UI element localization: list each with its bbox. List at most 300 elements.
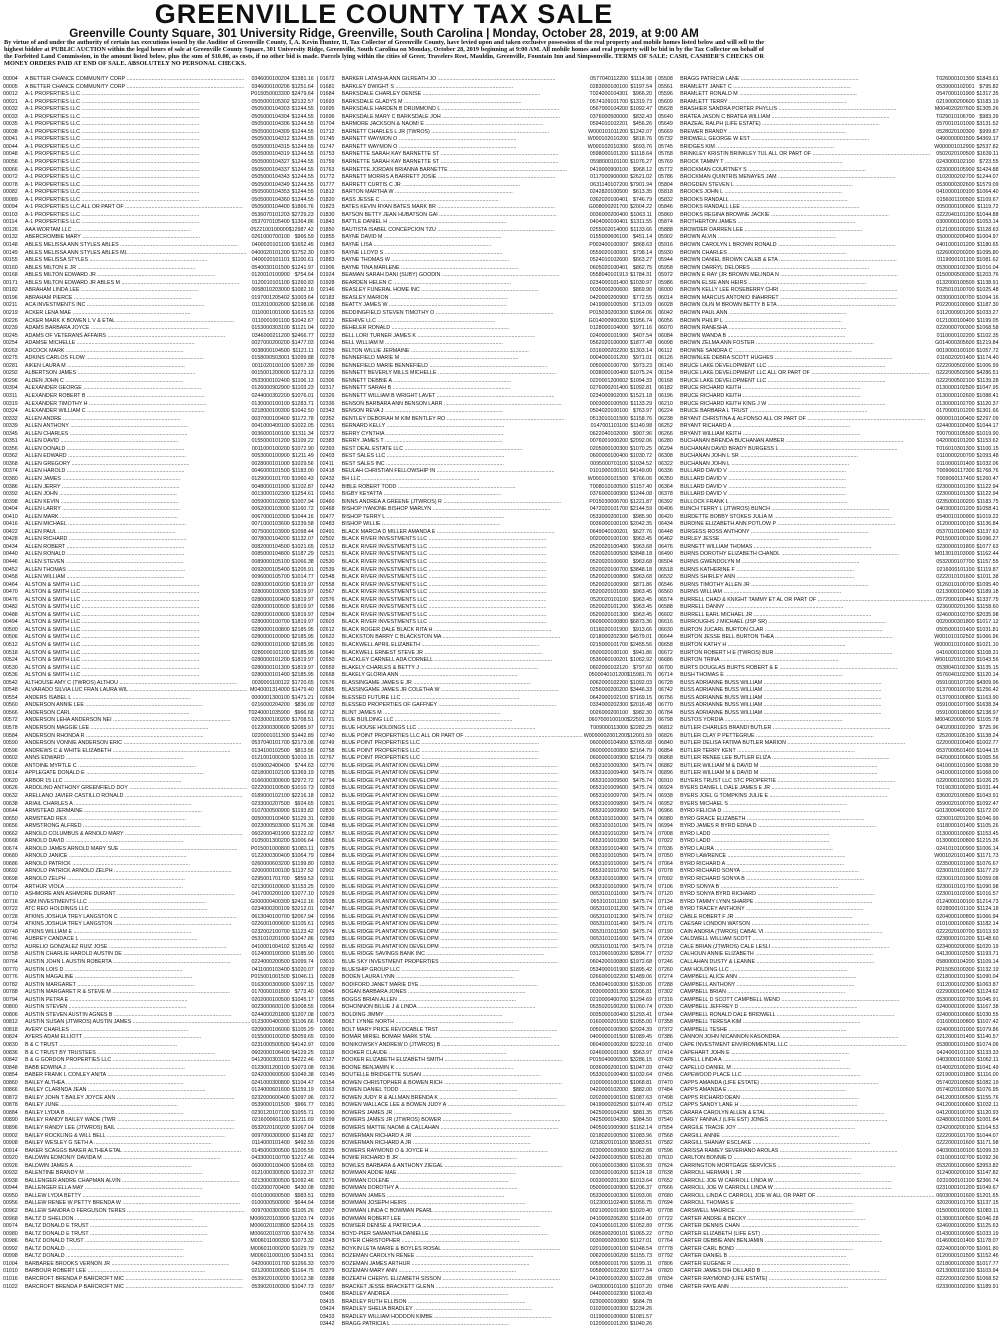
parcel-map-code: 0425000104200 bbox=[589, 1109, 629, 1116]
parcel-row bbox=[658, 536, 999, 544]
parcel-amount-due: $1087.63 bbox=[629, 1094, 653, 1101]
parcel-item-number: 03037 bbox=[319, 981, 335, 988]
parcel-row bbox=[3, 1110, 314, 1118]
parcel-amount-due: $1081.62 bbox=[976, 257, 999, 264]
parcel-amount-due: $1158.60 bbox=[976, 604, 999, 611]
parcel-row bbox=[3, 151, 314, 159]
parcel-owner-name: ABRAHAM PIERCE ................................................................................ bbox=[25, 294, 192, 301]
parcel-map-code: 0035000100400 bbox=[589, 1011, 629, 1018]
parcel-item-number: 00494 bbox=[3, 619, 18, 626]
parcel-item-number: 00800 bbox=[3, 1004, 18, 1011]
parcel-map-code: M006011000100 bbox=[250, 1253, 290, 1260]
parcel-owner-name: BOLT MARY PRICE REVOCABLE TRST ................................................................................ bbox=[341, 1026, 558, 1033]
parcel-row bbox=[3, 1246, 314, 1254]
parcel-item-number: 05596 bbox=[658, 91, 673, 98]
parcel-item-number: 07078 bbox=[658, 868, 673, 875]
parcel-owner-name: BLUE RIDGE PLANTATION DEVELOPM ................................................................................ bbox=[341, 928, 558, 935]
parcel-owner-name: BEARDEN HELEN C ................................................................................ bbox=[341, 279, 511, 286]
parcel-owner-name: AUSTIN CHARLIE HAROLD AUSTIN DE ................................................................................ bbox=[25, 951, 242, 958]
parcel-amount-due: $1137.15 bbox=[976, 1200, 999, 1207]
parcel-owner-name: ALSTON & SMITH LLC ................................................................................ bbox=[25, 611, 200, 618]
parcel-row bbox=[658, 182, 999, 190]
parcel-amount-due: $1088.41 bbox=[976, 392, 999, 399]
parcel-owner-name: ALLEN LARRY ................................................................................ bbox=[25, 506, 180, 513]
parcel-row bbox=[320, 76, 652, 84]
parcel-amount-due: $1049.38 bbox=[291, 1072, 314, 1079]
parcel-amount-due: $1095.80 bbox=[976, 249, 999, 256]
parcel-row bbox=[658, 114, 999, 122]
parcel-row bbox=[658, 574, 999, 582]
parcel-item-number: 01863 bbox=[319, 242, 335, 249]
parcel-item-number: 02875 bbox=[319, 845, 335, 852]
parcel-amount-due: $2185.95 bbox=[291, 626, 314, 633]
parcel-amount-due: $475.74 bbox=[632, 800, 653, 807]
parcel-row bbox=[658, 740, 999, 748]
parcel-map-code: 0110001001000 bbox=[251, 309, 290, 316]
parcel-item-number: 01759 bbox=[319, 159, 335, 166]
parcel-item-number: 03082 bbox=[319, 1019, 335, 1026]
parcel-map-code: 0580000104200 bbox=[936, 958, 975, 965]
parcel-owner-name: BRATEA JASON C BRATEA WILLIAM ................................................................................ bbox=[680, 113, 890, 120]
parcel-owner-name: BARRETT CURTIS C JR ................................................................................ bbox=[341, 181, 520, 188]
parcel-amount-due: $2185.95 bbox=[291, 642, 314, 649]
parcel-row bbox=[320, 325, 652, 333]
parcel-item-number: 07750 bbox=[658, 1230, 673, 1237]
parcel-row bbox=[320, 808, 652, 816]
parcel-map-code: 0020000301800 bbox=[936, 619, 975, 626]
parcel-map-code: 0420000101700 bbox=[251, 1260, 290, 1267]
parcel-owner-name: BRUCE LAKE DEVELOPMENT LLC ................................................................................ bbox=[680, 377, 886, 384]
parcel-item-number: 00680 bbox=[3, 853, 18, 860]
parcel-row bbox=[658, 1208, 999, 1216]
parcel-item-number: 06126 bbox=[658, 355, 673, 362]
parcel-amount-due: $1244.55 bbox=[291, 143, 314, 150]
parcel-amount-due: $1244.55 bbox=[291, 136, 314, 143]
parcel-owner-name: CARTER DEBBIE ANN BENJAMIN ................................................................................ bbox=[680, 1238, 883, 1245]
parcel-owner-name: CARTER ANDRE & BECKY ................................................................................ bbox=[680, 1215, 866, 1222]
parcel-item-number: 02393 bbox=[319, 445, 335, 452]
parcel-owner-name: BUSS ADRIANNE BUSS WILLIAM ................................................................................ bbox=[680, 687, 882, 694]
parcel-row bbox=[3, 687, 314, 695]
parcel-amount-due: $1049.67 bbox=[976, 1185, 999, 1192]
parcel-amount-due: $1066.94 bbox=[976, 913, 999, 920]
parcel-row bbox=[3, 340, 314, 348]
parcel-row bbox=[658, 770, 999, 778]
parcel-row bbox=[3, 438, 314, 446]
parcel-amount-due: $1094.33 bbox=[629, 377, 653, 384]
parcel-owner-name: BARNETT WAYMON O ................................................................................ bbox=[341, 136, 517, 143]
parcel-amount-due: $1016.57 bbox=[976, 891, 999, 898]
parcel-item-number: 07624 bbox=[658, 1162, 673, 1169]
parcel-amount-due: $963.97 bbox=[632, 1049, 653, 1056]
parcel-map-code: 0574109101700 bbox=[589, 98, 629, 105]
parcel-owner-name: ALLEN MICHAEL ................................................................................ bbox=[25, 521, 186, 528]
parcel-amount-due: $1187.30 bbox=[976, 302, 999, 309]
parcel-amount-due: $1189.91 bbox=[976, 1283, 999, 1290]
parcel-amount-due: $1012.38 bbox=[291, 1275, 314, 1282]
parcel-owner-name: BUYERS TRUST LLC STC PROPERTIE ................................................................................ bbox=[680, 777, 896, 784]
parcel-item-number: 07372 bbox=[658, 1026, 673, 1033]
parcel-row bbox=[320, 159, 652, 167]
parcel-amount-due: $1114.98 bbox=[630, 76, 653, 82]
parcel-amount-due: $2164.79 bbox=[629, 747, 653, 754]
parcel-row bbox=[658, 1019, 999, 1027]
parcel-item-number: 06812 bbox=[658, 725, 673, 732]
parcel-item-number: 03343 bbox=[319, 1238, 335, 1245]
parcel-row bbox=[3, 106, 314, 114]
parcel-map-code: 0536040100300 bbox=[589, 981, 629, 988]
parcel-item-number: 00560 bbox=[3, 702, 18, 709]
parcel-item-number: 00422 bbox=[3, 528, 18, 535]
parcel-amount-due: $1083.96 bbox=[629, 1132, 653, 1139]
parcel-row bbox=[658, 1268, 999, 1276]
parcel-owner-name: BROWN PAUL ANN ................................................................................ bbox=[680, 309, 847, 316]
parcel-map-code: 0533010100400 bbox=[589, 1072, 629, 1079]
parcel-owner-name: BUSS ADRIANNE BUSS WILLIAM ................................................................................ bbox=[680, 702, 882, 709]
parcel-owner-name: BRUCE RICHARD KEITH KING J W ................................................................................ bbox=[680, 400, 886, 407]
parcel-item-number: 00530 bbox=[3, 664, 18, 671]
parcel-item-number: 03253 bbox=[319, 1162, 335, 1169]
parcel-owner-name: BARTON MARTHA W ................................................................................ bbox=[341, 189, 513, 196]
parcel-row bbox=[320, 1306, 652, 1314]
parcel-amount-due: $1070.25 bbox=[629, 445, 653, 452]
parcel-row bbox=[658, 778, 999, 786]
parcel-row bbox=[658, 921, 999, 929]
parcel-row bbox=[320, 1276, 652, 1284]
parcel-item-number: 01712 bbox=[319, 128, 335, 135]
parcel-row bbox=[658, 665, 999, 673]
parcel-map-code: T026000101300 bbox=[935, 76, 975, 82]
parcel-item-number: 06798 bbox=[658, 717, 673, 724]
parcel-row bbox=[3, 574, 314, 582]
parcel-item-number: 02336 bbox=[319, 400, 335, 407]
parcel-owner-name: BURRELL CHAD & KNIGHT TAMMY ET AL OR PART OF ................................................................................ bbox=[680, 596, 936, 603]
parcel-item-number: 03199 bbox=[319, 1117, 335, 1124]
parcel-row bbox=[658, 91, 999, 99]
parcel-owner-name: BURNS KATHERINE F ................................................................................ bbox=[680, 566, 854, 573]
parcel-item-number: 00854 bbox=[3, 1072, 18, 1079]
parcel-item-number: 00089 bbox=[3, 196, 18, 203]
parcel-owner-name: BUCHANAN JOHN L SR ................................................................................ bbox=[680, 453, 858, 460]
parcel-row bbox=[658, 634, 999, 642]
parcel-item-number: 06728 bbox=[658, 679, 673, 686]
parcel-map-code: 0505000105302 bbox=[251, 98, 290, 105]
parcel-row bbox=[658, 914, 999, 922]
parcel-row bbox=[658, 468, 999, 476]
parcel-map-code: 0036000100100 bbox=[589, 521, 629, 528]
parcel-item-number: 00103 bbox=[3, 211, 18, 218]
parcel-item-number: 03163 bbox=[319, 1087, 335, 1094]
parcel-map-code: 0224000200500 bbox=[251, 958, 290, 965]
parcel-row bbox=[320, 129, 652, 137]
parcel-row bbox=[320, 1095, 652, 1103]
parcel-owner-name: BOWERS JAMES JR (JTWROS) BOWER ................................................................................ bbox=[341, 1117, 561, 1124]
parcel-owner-name: BOWEN WALLACE LEE & BOWEN JUDY A ................................................................................ bbox=[341, 1102, 566, 1109]
parcel-amount-due: $968.12 bbox=[632, 166, 653, 173]
parcel-row bbox=[320, 687, 652, 695]
parcel-amount-due: $1136.84 bbox=[976, 521, 999, 528]
parcel-row bbox=[658, 619, 999, 627]
parcel-amount-due: $1008.55 bbox=[291, 1004, 314, 1011]
parcel-owner-name: CAMPBELL JEFFREY D ................................................................................ bbox=[680, 1004, 858, 1011]
parcel-row bbox=[3, 302, 314, 310]
parcel-item-number: 02539 bbox=[319, 566, 335, 573]
parcel-map-code: 0530000102700 bbox=[936, 996, 975, 1003]
parcel-map-code: 0102000202700 bbox=[936, 174, 975, 181]
parcel-item-number: 00740 bbox=[3, 928, 18, 935]
parcel-row bbox=[320, 634, 652, 642]
parcel-owner-name: ALLEN RICHARD ................................................................................ bbox=[25, 536, 187, 543]
parcel-row bbox=[658, 529, 999, 537]
parcel-amount-due: $1244.55 bbox=[291, 189, 314, 196]
parcel-map-code: 0536060100201 bbox=[589, 657, 629, 664]
parcel-amount-due: $1059.08 bbox=[976, 875, 999, 882]
parcel-item-number: 02902 bbox=[319, 868, 335, 875]
parcel-amount-due: $1102.35 bbox=[976, 332, 999, 339]
parcel-item-number: 02246 bbox=[319, 340, 335, 347]
parcel-owner-name: BRADLEY WILLIAM HODDON KIMBE ................................................................................ bbox=[341, 1313, 552, 1320]
parcel-map-code: 0244000302200 bbox=[251, 392, 290, 399]
parcel-item-number: 02803 bbox=[319, 785, 335, 792]
parcel-amount-due: $1221.87 bbox=[629, 498, 653, 505]
parcel-amount-due: $1293.41 bbox=[629, 1011, 653, 1018]
parcel-row bbox=[3, 370, 314, 378]
parcel-row bbox=[658, 801, 999, 809]
parcel-owner-name: AYERS ADAM ELLIOTT ................................................................................ bbox=[25, 1034, 202, 1041]
parcel-item-number: 06532 bbox=[658, 574, 673, 581]
parcel-amount-due: $1189.18 bbox=[976, 589, 999, 596]
parcel-map-code: 0401000101200 bbox=[936, 242, 975, 249]
parcel-map-code: G014000305600 bbox=[935, 340, 975, 347]
parcel-owner-name: BOWMAN JOSEPH HEIRS ................................................................................ bbox=[341, 1200, 526, 1207]
parcel-amount-due: $5059.65 bbox=[291, 1034, 314, 1041]
parcel-owner-name: BUSS ADRIANNE BUSS WILLIAM ................................................................................ bbox=[680, 709, 882, 716]
parcel-map-code: T009060117400 bbox=[936, 475, 975, 482]
parcel-amount-due: $984.50 bbox=[632, 1117, 653, 1124]
parcel-map-code: 0256000200200 bbox=[589, 687, 629, 694]
parcel-item-number: 02956 bbox=[319, 913, 335, 920]
sale-notice-paragraph: By virtue of and under the authority of certain tax executions issued by the Auditor of Greenville County, I, A. Kevin Hunter, II, Tax Collector of Greenville County, have levied upon and taken exclusive possession of the real property and mobile homes listed below and will sell to the highest bidder at PUBLIC AUCTION within the legal hours of sale at Greenville County Square, 301 University Ridge, Greenville, South Carolina on Monday, October 28, 2019 beginning at 9:00 AM. All mobile homes and real property will be bid in by the Tax Collector on behalf of the Forfeited Land Commission, in the amount listed below, plus the sum of $10.00, as costs, if no other bid is made. Parcels lying within the cities of Greer, Travelers Rest, Mauldin, Greenville, Fountain Inn and Simpsonville. TERMS OF SALE: CASH, CASHIER'S CHECKS OR MONEY ORDERS PAID AT END OF SALE. ABSOLUTELY NO PERSONAL CHECKS. bbox=[4, 39, 764, 67]
parcel-owner-name: BOWLES BARBARA & ANTHONY ZIEGAL ................................................................................ bbox=[341, 1162, 563, 1169]
parcel-owner-name: BUTLER CHARLES BRANDI BUTLER ................................................................................ bbox=[680, 725, 891, 732]
parcel-item-number: 00980 bbox=[3, 1230, 18, 1237]
parcel-map-code: 0653101011100 bbox=[590, 898, 629, 905]
parcel-amount-due: $871.86 bbox=[632, 581, 653, 588]
parcel-row bbox=[3, 868, 314, 876]
parcel-owner-name: CARTER RAYMOND (LIFE ESTATE) ................................................................................ bbox=[680, 1275, 887, 1282]
parcel-row bbox=[320, 650, 652, 658]
parcel-item-number: 00428 bbox=[3, 536, 18, 543]
parcel-owner-name: BYRD LADD ................................................................................ bbox=[680, 830, 830, 837]
parcel-amount-due: $1047.86 bbox=[291, 936, 314, 943]
parcel-item-number: 06350 bbox=[658, 475, 673, 482]
parcel-amount-due: $1042.67 bbox=[291, 317, 314, 324]
parcel-row bbox=[320, 582, 652, 590]
parcel-amount-due: $1752.30 bbox=[291, 249, 314, 256]
parcel-owner-name: BLUE RIDGE PLANTATION DEVELOPM ................................................................................ bbox=[341, 770, 558, 777]
parcel-item-number: 02558 bbox=[319, 581, 335, 588]
parcel-owner-name: BLUE RIDGE PLANTATION DEVELOPM ................................................................................ bbox=[341, 943, 558, 950]
parcel-owner-name: AUSTIN JOHN L AUSTIN ROBERTA ................................................................................ bbox=[25, 958, 231, 965]
parcel-owner-name: BAILEY ROCKLING & WILL BELL ................................................................................ bbox=[25, 1132, 225, 1139]
parcel-item-number: 02767 bbox=[319, 755, 335, 762]
parcel-owner-name: BLACK RIVER INVESTMENTS LLC ................................................................................ bbox=[341, 559, 547, 565]
parcel-map-code: 0222000502000 bbox=[936, 362, 975, 369]
parcel-amount-due: $1294.69 bbox=[629, 996, 653, 1003]
parcel-row bbox=[3, 121, 314, 129]
parcel-map-code: M006020103900 bbox=[249, 1215, 290, 1222]
parcel-row bbox=[3, 974, 314, 982]
parcel-amount-due: $1073.08 bbox=[291, 1064, 314, 1071]
parcel-map-code: 0230000101300 bbox=[936, 491, 975, 498]
parcel-row bbox=[320, 1027, 652, 1035]
parcel-map-code: 0280000101300 bbox=[251, 664, 290, 671]
parcel-owner-name: ANDERSON ANNIE LEE ................................................................................ bbox=[25, 702, 204, 709]
parcel-owner-name: CAPPS AMANDA E ................................................................................ bbox=[680, 1087, 846, 1094]
parcel-amount-due: $1010.15 bbox=[291, 755, 314, 762]
parcel-item-number: 07050 bbox=[658, 853, 673, 860]
parcel-item-number: 02183 bbox=[319, 294, 335, 301]
parcel-item-number: 07778 bbox=[658, 1245, 673, 1252]
parcel-row bbox=[3, 1268, 314, 1276]
parcel-row bbox=[320, 1080, 652, 1088]
parcel-owner-name: BOWMAN ADDIE MAE ................................................................................ bbox=[341, 1170, 516, 1177]
parcel-map-code: 0505000104306 bbox=[251, 121, 290, 128]
parcel-amount-due: $2198.06 bbox=[291, 302, 314, 309]
parcel-map-code: 0050000100600 bbox=[936, 204, 975, 211]
parcel-item-number: 00155 bbox=[3, 257, 18, 264]
parcel-map-code: 0124000100300 bbox=[251, 951, 290, 958]
parcel-item-number: 05986 bbox=[658, 279, 673, 286]
parcel-amount-due: $2185.95 bbox=[291, 649, 314, 656]
parcel-row bbox=[3, 1034, 314, 1042]
parcel-amount-due: $1244.55 bbox=[291, 174, 314, 181]
parcel-amount-due: $1122.94 bbox=[976, 483, 999, 490]
parcel-row bbox=[320, 151, 652, 159]
parcel-owner-name: BLACK ROGER DALE BLACK RITA H ................................................................................ bbox=[341, 626, 552, 633]
parcel-map-code: 0346000100206 bbox=[251, 83, 290, 90]
parcel-owner-name: A-1 PROPERTIES LLC ................................................................................ bbox=[25, 211, 200, 218]
parcel-map-code: P015050100300 bbox=[935, 966, 975, 973]
parcel-map-code: 0432000100500 bbox=[589, 1155, 629, 1162]
parcel-amount-due: $1521.18 bbox=[629, 392, 653, 399]
parcel-amount-due: $2004.22 bbox=[629, 204, 653, 211]
parcel-amount-due: $1076.67 bbox=[976, 860, 999, 867]
parcel-owner-name: BELL WILLIAM M ................................................................................ bbox=[341, 340, 503, 347]
parcel-map-code: 0500000200400 bbox=[936, 234, 975, 241]
parcel-owner-name: ANTOINE MYRTLE C ................................................................................ bbox=[25, 762, 196, 769]
parcel-item-number: 00830 bbox=[3, 1042, 18, 1048]
parcel-item-number: 00392 bbox=[3, 491, 18, 498]
parcel-item-number: 06084 bbox=[658, 332, 673, 339]
parcel-owner-name: CARGILE TRACIE JOY ................................................................................ bbox=[680, 1125, 856, 1132]
parcel-amount-due: $475.74 bbox=[632, 891, 653, 898]
parcel-amount-due: $1076.27 bbox=[629, 159, 653, 166]
parcel-row bbox=[320, 1140, 652, 1148]
parcel-item-number: 07274 bbox=[658, 974, 673, 981]
parcel-map-code: 0346000211200 bbox=[251, 332, 290, 339]
parcel-map-code: 0219000200600 bbox=[936, 98, 975, 105]
parcel-row bbox=[3, 182, 314, 190]
parcel-owner-name: BOWSER DENISE & PATRICIA A ................................................................................ bbox=[341, 1223, 540, 1230]
parcel-row bbox=[658, 642, 999, 650]
parcel-item-number: 07022 bbox=[658, 838, 673, 845]
parcel-map-code: 0058010203000 bbox=[251, 287, 290, 294]
parcel-amount-due: $1171.98 bbox=[976, 1140, 999, 1147]
parcel-owner-name: BULLARD DAVID V ................................................................................ bbox=[680, 483, 846, 490]
parcel-item-number: 06252 bbox=[658, 423, 673, 430]
parcel-owner-name: BEULAH CHRISTIAN FELLOWSHIP IN ................................................................................ bbox=[341, 468, 555, 475]
parcel-item-number: 02383 bbox=[319, 438, 335, 445]
parcel-item-number: 05958 bbox=[658, 264, 673, 271]
parcel-map-code: 0120000101200 bbox=[589, 1321, 629, 1328]
parcel-item-number: 02477 bbox=[319, 513, 335, 520]
parcel-amount-due: $869.90 bbox=[632, 287, 653, 294]
parcel-item-number: 07288 bbox=[658, 981, 673, 988]
parcel-map-code: 0216000601100 bbox=[251, 1117, 290, 1124]
parcel-item-number: 00072 bbox=[3, 174, 18, 181]
parcel-item-number: 02785 bbox=[319, 770, 335, 777]
parcel-row bbox=[3, 1072, 314, 1080]
parcel-owner-name: BLINT JAMES M ................................................................................ bbox=[341, 709, 501, 716]
parcel-amount-due: $613.35 bbox=[632, 189, 653, 196]
parcel-amount-due: $1047.09 bbox=[629, 1064, 653, 1071]
parcel-amount-due: $451.14 bbox=[632, 234, 653, 241]
parcel-amount-due: $1017.77 bbox=[976, 1260, 999, 1267]
parcel-row bbox=[3, 1216, 314, 1224]
parcel-amount-due: $1055.71 bbox=[291, 1109, 314, 1116]
parcel-owner-name: BEDDINGFIELD STEVEN TIMOTHY O ................................................................................ bbox=[341, 309, 554, 316]
parcel-owner-name: BYRD RICHARD SONYA B ................................................................................ bbox=[680, 875, 864, 882]
parcel-row bbox=[3, 914, 314, 922]
parcel-map-code: 0400000101500 bbox=[589, 1034, 629, 1041]
parcel-row bbox=[658, 197, 999, 205]
parcel-owner-name: BOWIE RICHARD B JR ................................................................................ bbox=[341, 1155, 518, 1162]
parcel-owner-name: BYERS DANIEL L DALE JAMES E JR ................................................................................ bbox=[680, 785, 890, 792]
parcel-item-number: 03280 bbox=[319, 1185, 335, 1192]
parcel-map-code: 0417000200100 bbox=[251, 891, 290, 898]
parcel-map-code: 0283000100100 bbox=[589, 83, 629, 90]
parcel-map-code: 0036000200600 bbox=[589, 287, 629, 294]
parcel-map-code: 0230020100200 bbox=[589, 1170, 629, 1177]
parcel-amount-due: $627.76 bbox=[632, 528, 653, 535]
parcel-row bbox=[320, 363, 652, 371]
parcel-amount-due: $1055.00 bbox=[629, 1019, 653, 1026]
parcel-map-code: 0532000100900 bbox=[936, 1162, 975, 1169]
parcel-row bbox=[320, 785, 652, 793]
parcel-row bbox=[320, 672, 652, 680]
parcel-row bbox=[320, 657, 652, 665]
parcel-item-number: 06448 bbox=[658, 528, 673, 535]
parcel-amount-due: $1072.90 bbox=[291, 445, 314, 452]
parcel-amount-due: $2894.77 bbox=[629, 951, 653, 958]
parcel-amount-due: $1193.82 bbox=[292, 808, 314, 815]
parcel-item-number: 02938 bbox=[319, 898, 335, 905]
parcel-owner-name: BUTLER TERRY KENT ................................................................................ bbox=[680, 747, 855, 754]
parcel-item-number: 01763 bbox=[319, 166, 335, 173]
parcel-row bbox=[320, 204, 652, 212]
parcel-map-code: 0116020101900 bbox=[590, 626, 629, 633]
parcel-owner-name: ALDEN JOHN C ................................................................................ bbox=[25, 377, 184, 384]
parcel-row bbox=[320, 521, 652, 529]
parcel-row bbox=[320, 1253, 652, 1261]
parcel-item-number: 06462 bbox=[658, 536, 673, 543]
parcel-item-number: 02278 bbox=[319, 355, 335, 362]
parcel-map-code: 0600010100400 bbox=[936, 415, 975, 422]
parcel-amount-due: $1067.04 bbox=[291, 1125, 314, 1132]
parcel-item-number: 06658 bbox=[658, 642, 673, 649]
parcel-item-number: 05786 bbox=[658, 174, 673, 181]
